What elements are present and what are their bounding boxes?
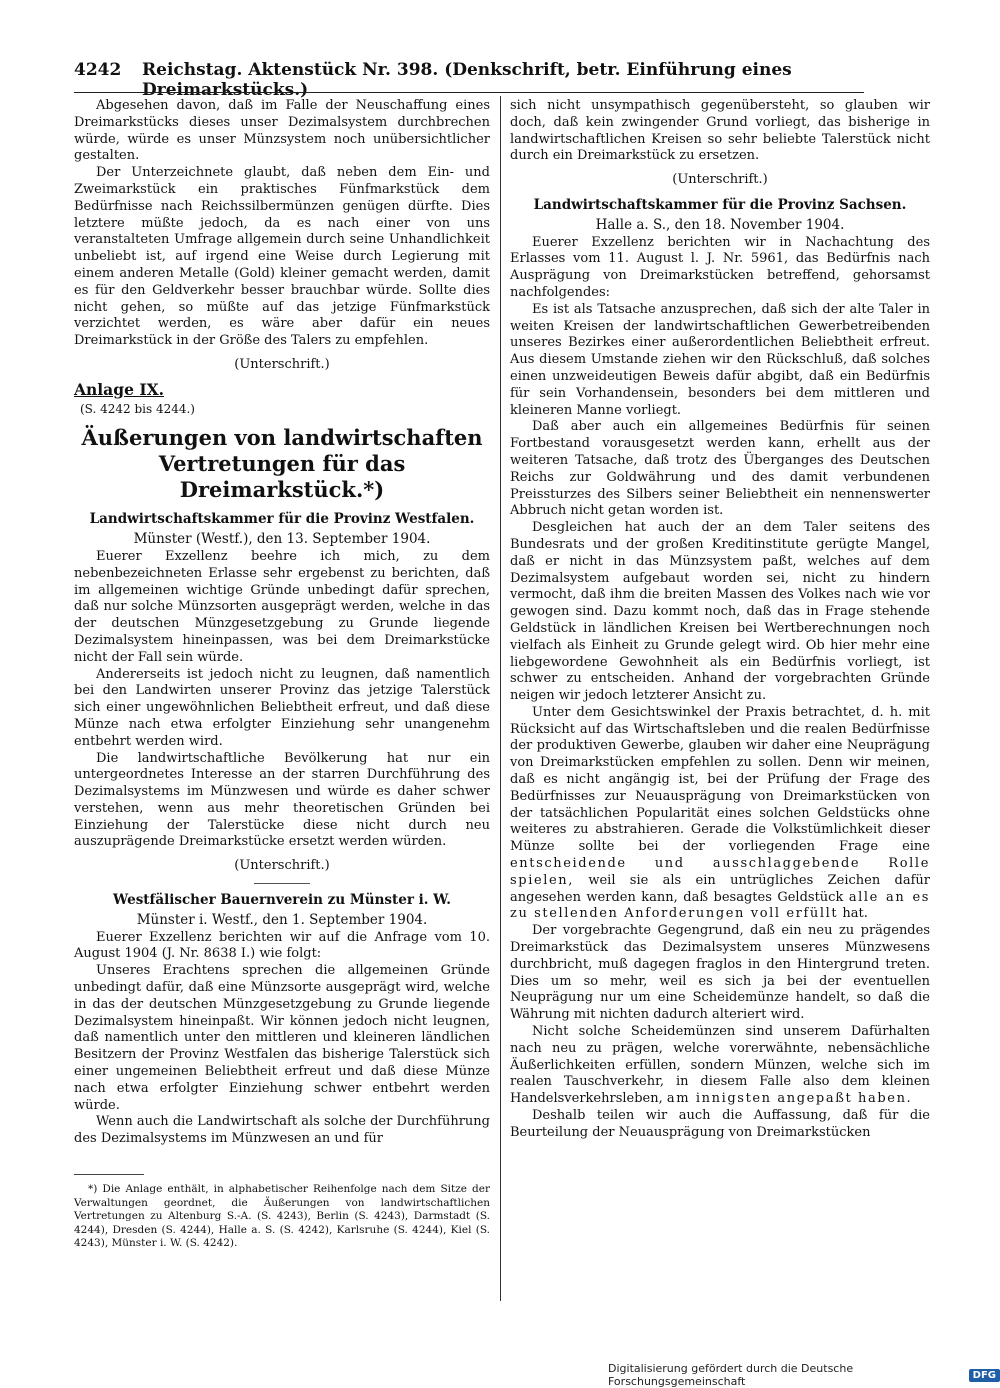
section-heading: Landwirtschaftskammer für die Provinz Westfalen. [89,511,475,528]
annex-title: Anlage IX. [74,379,164,399]
paragraph [510,705,930,923]
place-date-line: Münster i. Westf., den 1. September 1904. [136,911,428,928]
paragraph: Deshalb teilen wir auch die Auffassung, daß für die Beurteilung der Neuausprägung von Dreimarkstücken [510,1108,930,1140]
digitization-credit [608,1362,1000,1388]
paragraph: Euerer Exzellenz berichten wir auf die Anfrage vom 10. August 1904 (J. Nr. 8638 I.) wie folgt: [74,929,490,962]
place-date-line: Münster (Westf.), den 13. September 1904. [133,531,431,548]
paragraph: Euerer Exzellenz beehre ich mich, zu dem nebenbezeichneten Erlasse sehr ergebenst zu berichten, daß im allgemeinen wichtige Gründe unbedingt dafür sprechen, daß nur solche Münzsorten ausgeprägt werden, welche in das der deutschen Münzgesetzgebung zu Grunde liegende Dezimalsystem hineinpassen, was bei dem Dreimarkstücke nicht der Fall sein würde. [74,548,490,665]
paragraph: Andererseits ist jedoch nicht zu leugnen, daß namentlich bei den Landwirten unserer Provinz das jetzige Talerstück sich einer ungewöhnlichen Beliebtheit erfreut, und daß diese Münze nach etwa erfolgter Einziehung sehr unangenehm entbehrt werden wird. [74,666,490,749]
section-heading: Landwirtschaftskammer für die Provinz Sachsen. [533,196,907,213]
paragraph [510,1024,930,1108]
signature: (Unterschrift.) [234,356,330,372]
paragraph: Die landwirtschaftliche Bevölkerung hat nur ein untergeordnetes Interesse an der starren Durchführung des Dezimalsystems im Münzwesen und würde es daher schwer verstehen, wenn aus mehr theoretischen Gründen bei Einziehung der Talerstücke diese nicht durch neu auszuprägende Dreimarkstücke ersetzt werden würden. [74,750,490,850]
text-run: hat. [842,906,868,922]
paragraph: Der Unterzeichnete glaubt, daß neben dem Ein- und Zweimarkstück ein praktisches Fünfmarkstück dem Bedürfnisse nach Reichssilbermünzen genügen dürfte. Dies letztere müßte jedoch, da es nach einer von uns veranstalteten Umfrage allgemein durch seine Unhandlichkeit unbeliebt ist, auf irgend eine Weise durch Legierung mit einem anderen Metalle (Gold) kleiner gemacht werden, damit es für den Geldverkehr besser brauchbar würde. Sollte dies nicht gehen, so müßte auf das jetzige Fünfmarkstück verzichtet werden, es wäre aber dafür ein neues Dreimarkstück in der Größe des Talers zu empfehlen. [74,165,490,349]
header-rule [74,92,864,93]
page-header-title: Reichstag. Aktenstück Nr. 398. (Denkschrift, betr. Einführung eines Dreimarkstücks.) [142,60,792,100]
footnote-rule [74,1174,144,1175]
left-column [74,98,490,1251]
annex-main-heading: Äußerungen von landwirtschaften Vertretungen für das Dreimarkstück.*) [81,425,483,503]
paragraph: Euerer Exzellenz berichten wir in Nachachtung des Erlasses vom 11. August l. J. Nr. 5961, das Bedürfnis nach Ausprägung von Dreimarkstücken betreffend, gehorsamst nachfolgendes: [510,234,930,300]
annex-page-reference: (S. 4242 bis 4244.) [80,401,195,416]
emphasized-text: alle an es zu stellenden Anforderungen voll erfüllt [510,889,931,922]
paragraph: Unseres Erachtens sprechen die allgemeinen Gründe unbedingt dafür, daß eine Münzsorte ausgeprägt wird, welche in das der deutschen Münzgesetzgebung zu Grunde liegende Dezimalsystem hineinpaßt. Wir können jedoch nicht leugnen, daß namentlich unter den mittleren und kleineren ländlichen Besitzern der Provinz Westfalen das bisherige Talerstück sich einer ungemeinen Beliebtheit erfreut und daß diese Münze nach etwa erfolgter Einziehung schwer entbehrt werden würde. [74,963,490,1113]
emphasized-text: am innigsten angepaßt haben. [666,1091,913,1107]
paragraph: Der vorgebrachte Gegengrund, daß ein neu zu prägendes Dreimarkstück das Dezimalsystem unseres Münzwesens durchbricht, muß dagegen fraglos in den Hintergrund treten. Dies um so mehr, weil es sich ja bei der eventuellen Neuprägung nur um eine Scheidemünze handelt, so daß die Währung mit nichten dadurch alteriert wird. [510,923,930,1023]
paragraph: sich nicht unsympathisch gegenübersteht, so glauben wir doch, daß kein zwingender Grund vorliegt, das bisherige in landwirtschaftlichen Kreisen so sehr beliebte Talerstück nicht durch ein Dreimarkstück zu ersetzen. [510,98,930,164]
paragraph: Es ist als Tatsache anzusprechen, daß sich der alte Taler in weiten Kreisen der landwirtschaftlichen Gewerbetreibenden unseres Bezirkes einer außerordentlichen Beliebtheit erfreut. Aus diesem Umstande ziehen wir den Rückschluß, daß solches einen unzweideutigen Beweis dafür abgibt, daß ein Bedürfnis für sein Vorhandensein, besonders bei dem mittleren und kleineren Manne vorliegt. [510,301,930,418]
signature: (Unterschrift.) [234,858,330,874]
footnote: *) Die Anlage enthält, in alphabetischer Reihenfolge nach dem Sitze der Verwaltungen geordnet, die Äußerungen von landwirtschaftlichen Vertretungen zu Altenburg S.-A. (S. 4243), Berlin (S. 4243), Darmstadt (S. 4244), Dresden (S. 4244), Halle a. S. (S. 4242), Karlsruhe (S. 4244), Kiel (S. 4243), Münster i. W. (S. 4242). [74,1183,490,1250]
text-run: Unter dem Gesichtswinkel der Praxis betrachtet, d. h. mit Rücksicht auf das Wirtschaftsleben und die realen Bedürfnisse der produktiven Gewerbe, glauben wir daher eine Neuprägung von Dreimarkstücken empfehlen zu sollen. Denn wir meinen, daß es nicht angängig ist, bei der Prüfung der Frage des Bedürfnisses zur Neuausprägung von Dreimarkstücken von der tatsächlichen Popularität eines solchen Geldstücks ohne weiteres zu abstrahieren. Gerade die Volkstümlichkeit dieser Münze sollte bei der vorliegenden Frage eine [510,704,930,855]
page-header [74,60,864,100]
section-heading: Westfälischer Bauernverein zu Münster i. W. [113,892,451,909]
text-run: weil sie als ein untrügliches Zeichen dafür angesehen werden kann, daß besagtes Geldstück [510,872,930,905]
paragraph: Daß aber auch ein allgemeines Bedürfnis für seinen Fortbestand vorausgesetzt werden kann, erhellt aus der weiteren Tatsache, daß trotz des Überganges des Deutschen Reichs zur Goldwährung und des damit verbundenen Preissturzes des Silbers seiner Beliebtheit ein nennenswerter Abbruch nicht getan worden ist. [510,419,930,519]
signature: (Unterschrift.) [672,172,768,188]
place-date-line: Halle a. S., den 18. November 1904. [595,216,845,233]
text-run: Nicht solche Scheidemünzen sind unserem Dafürhalten nach neu zu prägen, welche vorerwähnte, nebensächliche Äußerlichkeiten erfüllen, sondern Münzen, welche sich im realen Tauschverkehr, in diesem Falle also dem kleinen Handelsverkehrsleben, [510,1024,930,1107]
column-divider [500,96,501,1301]
dfg-logo-icon: DFG [969,1369,1000,1382]
paragraph: Abgesehen davon, daß im Falle der Neuschaffung eines Dreimarkstücks dieses unser Dezimalsystem durchbrechen würde, würde es unser Münzsystem noch unübersichtlicher gestalten. [74,98,490,164]
page-number: 4242 [74,60,122,80]
section-divider [254,883,310,884]
right-column [510,98,930,1142]
paragraph: Wenn auch die Landwirtschaft als solche der Durchführung des Dezimalsystems im Münzwesen an und für [74,1114,490,1147]
credit-text: Digitalisierung gefördert durch die Deutsche Forschungsgemeinschaft [608,1362,854,1388]
emphasized-text: entscheidende und ausschlaggebende Rolle spielen, [510,856,930,888]
paragraph: Desgleichen hat auch der an dem Taler seitens des Bundesrats und der großen Kreditinstitute gerügte Mangel, daß er nicht in das Münzsystem paßt, welches auf dem Dezimalsystem aufgebaut worden sei, nicht zu hindern vermocht, daß ihm die breiten Massen des Volkes nach wie vor gewogen sind. Dazu kommt noch, daß das in Frage stehende Geldstück in ländlichen Kreisen bei Wertberechnungen noch vielfach als Einheit zu Grunde gelegt wird. Ob hier mehr eine liebgewordene Gewohnheit als ein Bedürfnis vorliegt, ist schwer zu entscheiden. Anhand der vorgebrachten Gründe neigen wir jedoch letzterer Ansicht zu. [510,520,930,704]
